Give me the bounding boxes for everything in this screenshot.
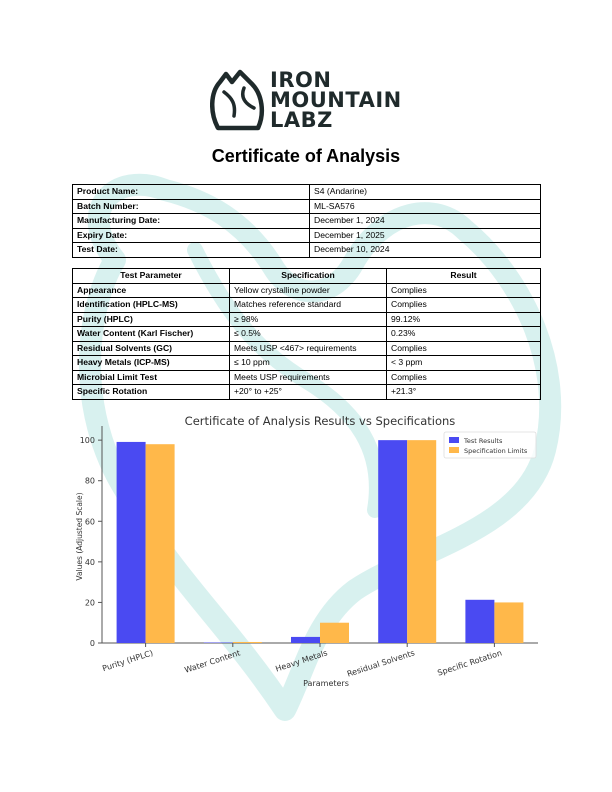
test-parameter-cell: Appearance — [73, 283, 230, 298]
info-row — [73, 214, 541, 229]
test-parameter-cell: Purity (HPLC) — [73, 312, 230, 327]
info-row — [73, 185, 541, 200]
y-tick-label: 40 — [84, 557, 95, 567]
x-tick-label: Purity (HPLC) — [101, 648, 155, 674]
table-row — [73, 356, 541, 371]
bar-spec-limit — [233, 642, 262, 643]
x-tick-label: Residual Solvents — [345, 648, 416, 679]
specification-cell: Matches reference standard — [230, 298, 387, 313]
column-header: Test Parameter — [73, 269, 230, 284]
info-value: ML-SA576 — [310, 199, 541, 214]
info-label: Test Date: — [73, 243, 310, 258]
y-tick-label: 100 — [79, 436, 95, 446]
legend-swatch — [449, 447, 459, 453]
test-parameter-cell: Microbial Limit Test — [73, 370, 230, 385]
info-value: December 10, 2024 — [310, 243, 541, 258]
test-parameter-cell: Residual Solvents (GC) — [73, 341, 230, 356]
test-parameter-cell: Water Content (Karl Fischer) — [73, 327, 230, 342]
table-row — [73, 370, 541, 385]
y-tick-label: 20 — [84, 598, 95, 608]
x-axis-label: Parameters — [303, 679, 349, 688]
x-tick-label: Heavy Metals — [274, 648, 329, 674]
brand-name — [270, 70, 402, 130]
brand-line-3: LABZ — [270, 108, 333, 132]
bar-spec-limit — [407, 440, 436, 643]
y-axis-label: Values (Adjusted Scale) — [75, 492, 84, 581]
result-cell: Complies — [387, 298, 541, 313]
column-header: Result — [387, 269, 541, 284]
x-tick-label: Water Content — [183, 648, 242, 675]
page-title: Certificate of Analysis — [211, 146, 401, 166]
result-cell: < 3 ppm — [387, 356, 541, 371]
specification-cell: ≤ 0.5% — [230, 327, 387, 342]
table-header-row — [73, 269, 541, 284]
result-cell: 0.23% — [387, 327, 541, 342]
info-label: Batch Number: — [73, 199, 310, 214]
specification-cell: Meets USP <467> requirements — [230, 341, 387, 356]
result-cell: Complies — [387, 283, 541, 298]
specification-cell: +20° to +25° — [230, 385, 387, 400]
info-value: S4 (Andarine) — [310, 185, 541, 200]
brand-line-2: MOUNTAIN — [270, 88, 402, 112]
table-row — [73, 341, 541, 356]
info-label: Expiry Date: — [73, 228, 310, 243]
info-label: Manufacturing Date: — [73, 214, 310, 229]
test-parameter-cell: Heavy Metals (ICP-MS) — [73, 356, 230, 371]
results-chart — [70, 410, 550, 700]
legend-label: Specification Limits — [464, 447, 528, 455]
bar-spec-limit — [146, 444, 175, 643]
info-row — [73, 243, 541, 258]
info-label: Product Name: — [73, 185, 310, 200]
table-row — [73, 312, 541, 327]
product-info-table — [72, 184, 541, 258]
result-cell: Complies — [387, 370, 541, 385]
bar-spec-limit — [494, 602, 523, 643]
test-results-table — [72, 268, 541, 400]
table-row — [73, 298, 541, 313]
column-header: Specification — [230, 269, 387, 284]
bar-test-result — [117, 442, 146, 643]
test-parameter-cell: Specific Rotation — [73, 385, 230, 400]
table-row — [73, 327, 541, 342]
bar-test-result — [465, 600, 494, 643]
result-cell: +21.3° — [387, 385, 541, 400]
y-tick-label: 60 — [84, 517, 95, 527]
result-cell: 99.12% — [387, 312, 541, 327]
test-parameter-cell: Identification (HPLC-MS) — [73, 298, 230, 313]
specification-cell: ≤ 10 ppm — [230, 356, 387, 371]
brand-line-1: IRON — [270, 68, 332, 92]
result-cell: Complies — [387, 341, 541, 356]
bar-test-result — [378, 440, 407, 643]
info-row — [73, 228, 541, 243]
y-tick-label: 80 — [84, 476, 95, 486]
bar-test-result — [291, 637, 320, 643]
x-tick-label: Specific Rotation — [436, 648, 504, 678]
info-value: December 1, 2024 — [310, 214, 541, 229]
table-row — [73, 385, 541, 400]
mountain-logo-icon — [210, 68, 270, 138]
info-row — [73, 199, 541, 214]
legend-label: Test Results — [464, 437, 503, 445]
bar-spec-limit — [320, 623, 349, 643]
table-row — [73, 283, 541, 298]
specification-cell: Yellow crystalline powder — [230, 283, 387, 298]
specification-cell: ≥ 98% — [230, 312, 387, 327]
legend-swatch — [449, 437, 459, 443]
company-logo — [210, 68, 410, 138]
specification-cell: Meets USP requirements — [230, 370, 387, 385]
chart-title: Certificate of Analysis Results vs Specifications — [184, 414, 456, 428]
info-value: December 1, 2025 — [310, 228, 541, 243]
y-tick-label: 0 — [89, 639, 95, 648]
